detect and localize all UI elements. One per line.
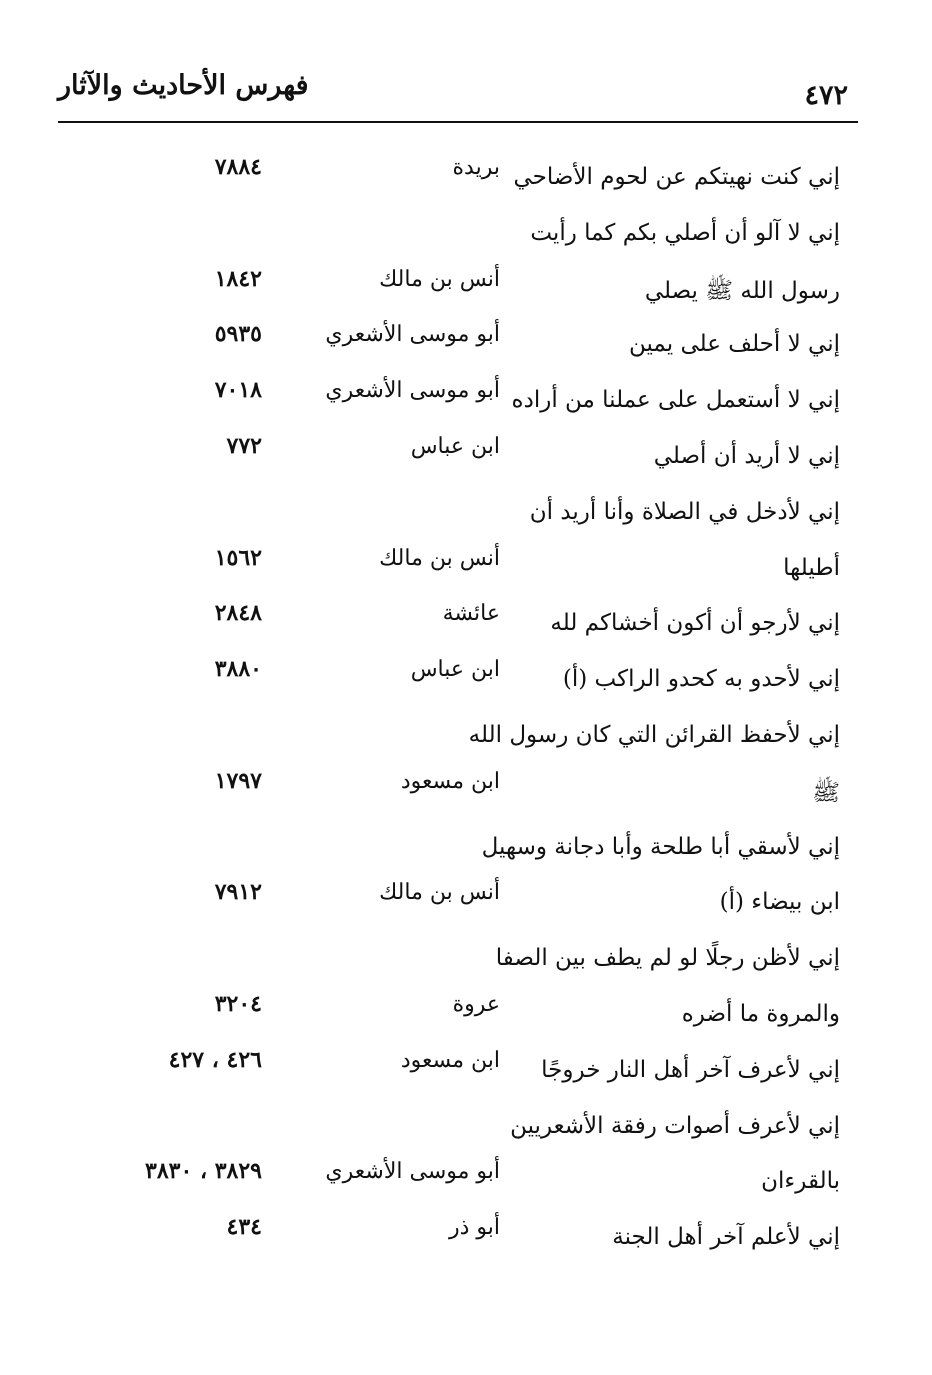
narrator: عائشة: [442, 601, 500, 627]
hadith-number: ٥٩٣٥: [214, 321, 262, 348]
index-row: [0, 708, 932, 764]
index-row: [0, 1210, 932, 1266]
index-row: [0, 652, 932, 708]
index-row: [0, 987, 932, 1043]
index-row: [0, 429, 932, 485]
index-row: [0, 1154, 932, 1210]
page-header: [58, 64, 858, 124]
index-row: [0, 317, 932, 373]
hadith-number: ٣٢٠٤: [214, 990, 262, 1017]
index-row: [0, 206, 932, 262]
narrator: أبو موسى الأشعري: [325, 1159, 500, 1185]
hadith-number: ٧٩١٢: [214, 879, 262, 906]
index-row: [0, 1043, 932, 1099]
hadith-text: إني لا آلو أن أصلي بكم كما رأيت: [530, 219, 840, 246]
hadith-text: أطيلها: [783, 554, 840, 581]
hadith-text: إني لا أريد أن أصلي: [653, 442, 840, 469]
hadith-text: إني لأعرف آخر أهل النار خروجًا: [541, 1056, 840, 1083]
hadith-text: إني لأدخل في الصلاة وأنا أريد أن: [529, 498, 840, 525]
narrator: أنس بن مالك: [379, 545, 500, 571]
hadith-text: إني لأسقي أبا طلحة وأبا دجانة وسهيل: [481, 833, 840, 860]
index-row: [0, 764, 932, 820]
hadith-text: رسول الله ﷺ يصلي: [644, 277, 840, 304]
hadith-number: ٤٢٦ ، ٤٢٧: [168, 1046, 262, 1073]
hadith-number: ١٥٦٢: [214, 544, 262, 571]
hadith-number: ٧٨٨٤: [214, 154, 262, 180]
running-title: فهرس الأحاديث والآثار: [58, 70, 309, 101]
hadith-number: ١٨٤٢: [214, 265, 262, 292]
hadith-number: ٤٣٤: [226, 1214, 262, 1241]
narrator: بريدة: [452, 155, 500, 180]
index-row: [0, 262, 932, 318]
index-row: [0, 485, 932, 541]
narrator: ابن مسعود: [400, 768, 500, 794]
narrator: ابن مسعود: [400, 1047, 500, 1073]
narrator: ابن عباس: [410, 433, 500, 459]
hadith-number: ١٧٩٧: [214, 767, 262, 794]
index-row: [0, 875, 932, 931]
narrator: ابن عباس: [410, 657, 500, 683]
narrator: أبو موسى الأشعري: [325, 378, 500, 404]
hadith-text: إني لأعلم آخر أهل الجنة: [612, 1224, 840, 1251]
hadith-text: والمروة ما أضره: [681, 1000, 840, 1027]
hadith-number: ٣٨٢٩ ، ٣٨٣٠: [145, 1158, 262, 1185]
narrator: أبو موسى الأشعري: [325, 322, 500, 348]
hadith-text: ﷺ: [812, 779, 840, 806]
page-number: ٤٧٢: [804, 80, 848, 111]
hadith-text: إني كنت نهيتكم عن لحوم الأضاحي: [513, 164, 840, 190]
narrator: عروة: [452, 991, 500, 1017]
index-row: [0, 596, 932, 652]
hadith-index-list: [0, 150, 932, 1266]
hadith-text: إني لا أحلف على يمين: [628, 331, 840, 358]
hadith-number: ٣٨٨٠: [214, 656, 262, 683]
hadith-number: ٧٠١٨: [214, 377, 262, 404]
narrator: أنس بن مالك: [379, 880, 500, 906]
index-row: [0, 820, 932, 876]
index-row: [0, 541, 932, 597]
narrator: أنس بن مالك: [379, 266, 500, 292]
hadith-number: ٧٧٢: [226, 432, 262, 459]
hadith-text: إني لأرجو أن أكون أخشاكم لله: [550, 610, 840, 637]
hadith-number: ٢٨٤٨: [214, 600, 262, 627]
hadith-text: إني لا أستعمل على عملنا من أراده: [511, 387, 840, 414]
hadith-text: بالقرءان: [761, 1168, 840, 1195]
index-row: [0, 150, 932, 206]
index-row: [0, 373, 932, 429]
hadith-text: إني لأظن رجلًا لو لم يطف بين الصفا: [495, 945, 840, 972]
narrator: أبو ذر: [448, 1215, 500, 1241]
hadith-text: ابن بيضاء (أ): [719, 889, 840, 916]
hadith-text: إني لأعرف أصوات رفقة الأشعريين: [510, 1112, 840, 1139]
index-row: [0, 1099, 932, 1155]
header-rule: [58, 121, 858, 123]
index-row: [0, 931, 932, 987]
hadith-text: إني لأحدو به كحدو الراكب (أ): [562, 666, 840, 693]
hadith-text: إني لأحفظ القرائن التي كان رسول الله: [468, 721, 840, 748]
